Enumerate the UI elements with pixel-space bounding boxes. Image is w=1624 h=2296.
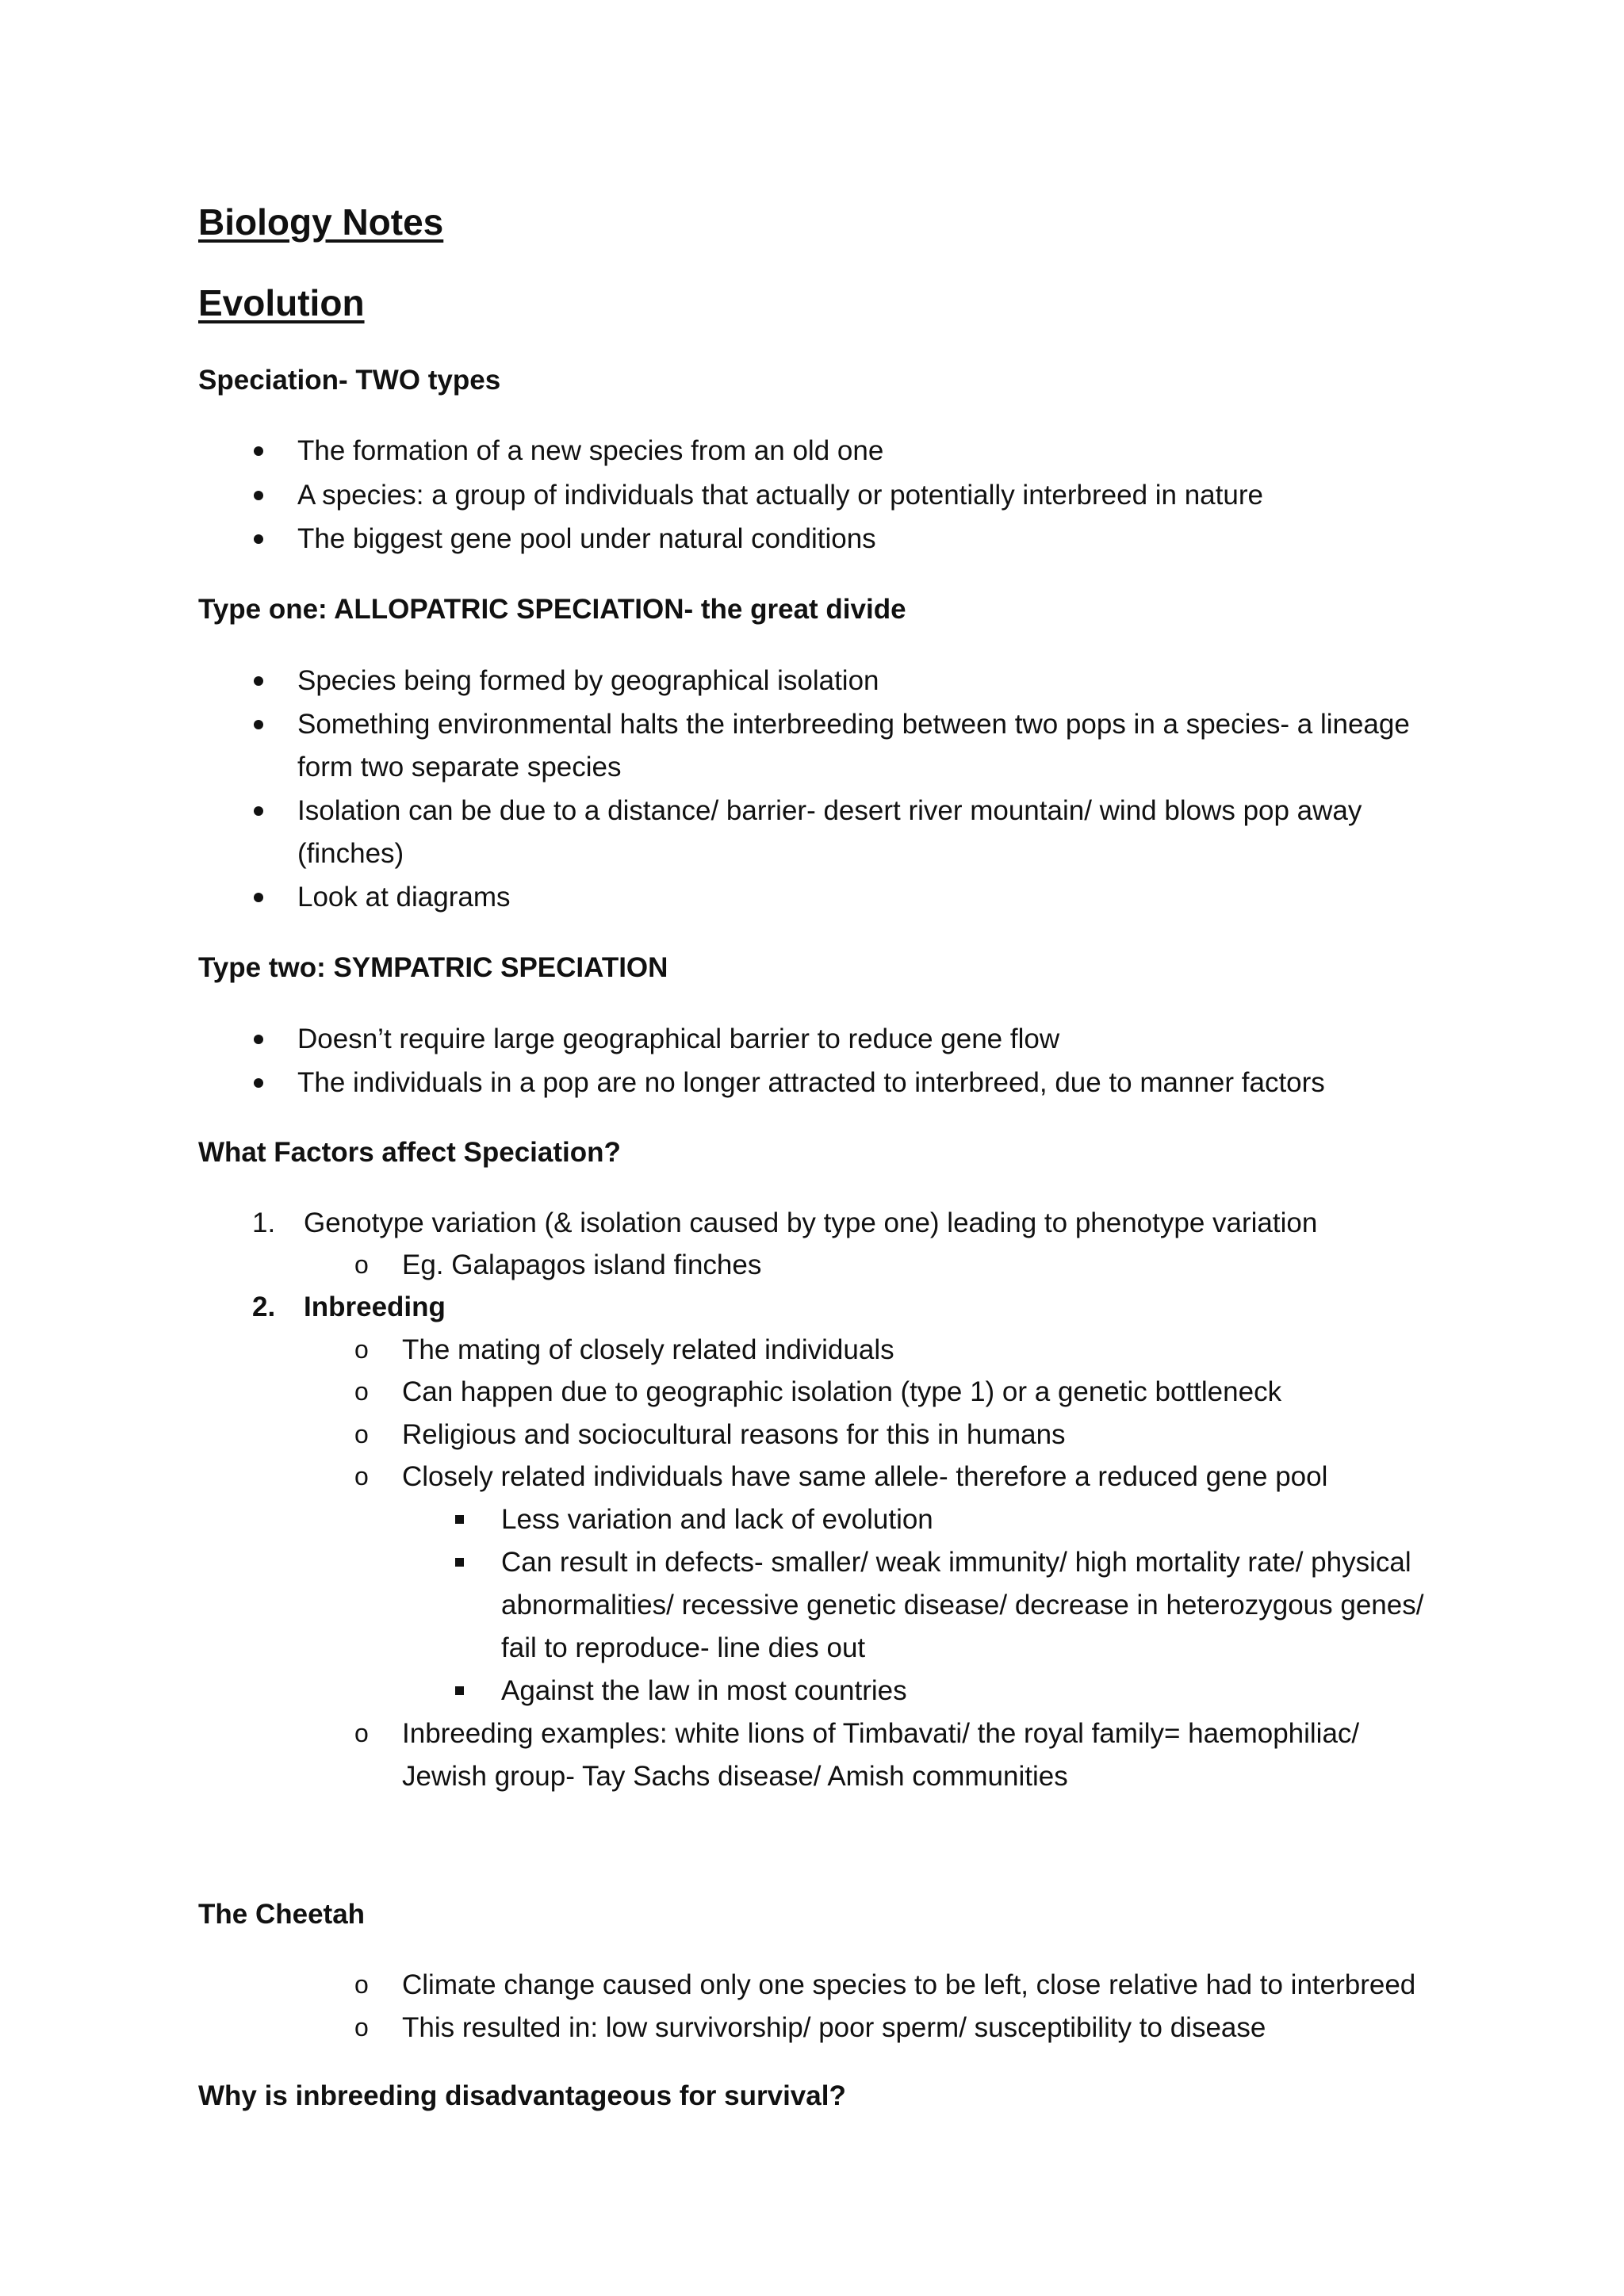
hollow-bullet-icon: o xyxy=(354,1420,369,1448)
heading-cheetah: The Cheetah xyxy=(198,1899,366,1930)
square-bullet-icon xyxy=(455,1515,464,1524)
bullet-icon xyxy=(254,1078,263,1088)
numbered-item: Genotype variation (& isolation caused by type one) leading to phenotype variation xyxy=(304,1207,1318,1238)
sub-list-item: Religious and sociocultural reasons for this in humans xyxy=(402,1419,1066,1450)
list-number: 1. xyxy=(252,1207,276,1238)
hollow-bullet-icon: o xyxy=(354,1719,369,1747)
sub-sub-list-item: Can result in defects- smaller/ weak immunity/ high mortality rate/ physical xyxy=(501,1547,1411,1578)
sub-sub-list-item-continuation: abnormalities/ recessive genetic disease/ decrease in heterozygous genes/ xyxy=(501,1590,1424,1621)
list-item: Doesn’t require large geographical barrier to reduce gene flow xyxy=(297,1024,1060,1054)
list-item-continuation: (finches) xyxy=(297,838,404,869)
square-bullet-icon xyxy=(455,1558,464,1567)
list-number: 2. xyxy=(252,1292,276,1322)
list-item: The formation of a new species from an old one xyxy=(297,435,884,466)
list-item: Isolation can be due to a distance/ barrier- desert river mountain/ wind blows pop away xyxy=(297,795,1362,826)
hollow-bullet-icon: o xyxy=(354,1462,369,1490)
bullet-icon xyxy=(254,534,263,544)
sub-list-item: Can happen due to geographic isolation (type 1) or a genetic bottleneck xyxy=(402,1376,1282,1407)
bullet-icon xyxy=(254,676,263,686)
heading-question: Why is inbreeding disadvantageous for survival? xyxy=(198,2080,846,2111)
heading-type-one: Type one: ALLOPATRIC SPECIATION- the great divide xyxy=(198,594,906,625)
list-item: The individuals in a pop are no longer attracted to interbreed, due to manner factors xyxy=(297,1067,1325,1098)
hollow-bullet-icon: o xyxy=(354,1970,369,1999)
sub-sub-list-item: Less variation and lack of evolution xyxy=(501,1504,933,1535)
list-item-continuation: form two separate species xyxy=(297,752,622,783)
sub-list-item: This resulted in: low survivorship/ poor sperm/ susceptibility to disease xyxy=(402,2012,1266,2043)
sub-sub-list-item-continuation: fail to reproduce- line dies out xyxy=(501,1632,866,1663)
bullet-icon xyxy=(254,1035,263,1044)
square-bullet-icon xyxy=(455,1686,464,1695)
list-item: Species being formed by geographical isolation xyxy=(297,665,879,696)
sub-sub-list-item: Against the law in most countries xyxy=(501,1675,907,1706)
sub-list-item: Inbreeding examples: white lions of Timbavati/ the royal family= haemophiliac/ xyxy=(402,1718,1360,1749)
list-item: The biggest gene pool under natural conditions xyxy=(297,523,876,554)
sub-list-item-continuation: Jewish group- Tay Sachs disease/ Amish communities xyxy=(402,1761,1068,1792)
bullet-icon xyxy=(254,893,263,902)
sub-list-item: The mating of closely related individuals xyxy=(402,1334,894,1365)
hollow-bullet-icon: o xyxy=(354,2013,369,2042)
bullet-icon xyxy=(254,720,263,729)
hollow-bullet-icon: o xyxy=(354,1335,369,1364)
heading-type-two: Type two: SYMPATRIC SPECIATION xyxy=(198,952,668,983)
section-title-evolution: Evolution xyxy=(198,282,365,323)
bullet-icon xyxy=(254,446,263,456)
bullet-icon xyxy=(254,491,263,500)
list-item: Look at diagrams xyxy=(297,882,511,913)
hollow-bullet-icon: o xyxy=(354,1377,369,1406)
hollow-bullet-icon: o xyxy=(354,1250,369,1279)
sub-list-item: Closely related individuals have same allele- therefore a reduced gene pool xyxy=(402,1461,1328,1492)
sub-list-item: Eg. Galapagos island finches xyxy=(402,1249,762,1280)
sub-list-item: Climate change caused only one species to be left, close relative had to interbreed xyxy=(402,1969,1416,2000)
numbered-item: Inbreeding xyxy=(304,1292,446,1322)
list-item: Something environmental halts the interbreeding between two pops in a species- a lineage xyxy=(297,709,1410,740)
heading-factors: What Factors affect Speciation? xyxy=(198,1137,621,1168)
heading-speciation: Speciation- TWO types xyxy=(198,365,501,396)
list-item: A species: a group of individuals that actually or potentially interbreed in nature xyxy=(297,480,1263,511)
bullet-icon xyxy=(254,806,263,816)
page-title: Biology Notes xyxy=(198,201,444,243)
